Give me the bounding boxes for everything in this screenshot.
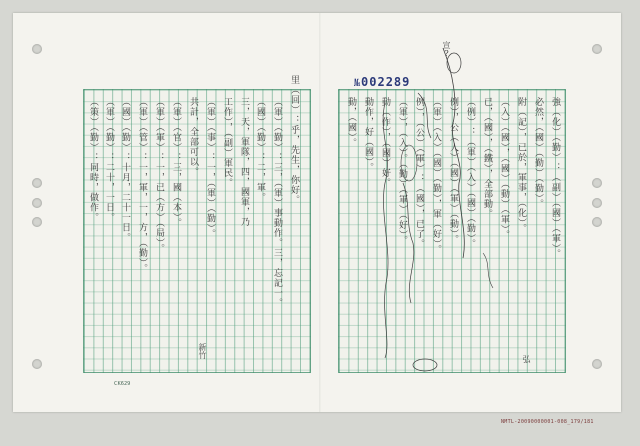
serial-stamp: [354, 75, 410, 89]
right-column-3: 附（記），已於，軍事，（化）。: [516, 97, 526, 234]
bottom-note-2: 弘: [522, 355, 531, 363]
binder-hole-right-lower: [592, 217, 602, 227]
binder-hole-right-upper: [592, 178, 602, 188]
stamp-number: 002289: [361, 75, 411, 89]
right-column-12: 動作，好（國）。: [363, 97, 373, 173]
archive-id: NMTL-20090000001-008_179/181: [501, 419, 594, 425]
left-column-11: （國）（勤）：十月，二十一日。: [120, 97, 130, 243]
left-page-mark: CK629: [114, 381, 131, 387]
right-column-4: （入）（國），（國）（動）（軍）。: [499, 97, 509, 240]
center-fold: [319, 13, 321, 412]
right-column-2: 必然，（國）（勤）（勤）。: [533, 97, 543, 209]
bottom-note-1: 新竹: [198, 343, 207, 359]
left-column-6: （軍）（事）：一，（軍）（勤）。: [205, 97, 215, 239]
binder-hole-left-lower: [32, 217, 42, 227]
left-column-5: 工作），（副）軍民。: [222, 97, 232, 188]
binder-hole-left-bottom: [32, 359, 42, 369]
stamp-prefix: №: [354, 78, 362, 89]
right-column-7: 例），公（人）（國）（軍）（動）。: [448, 97, 458, 245]
left-column-1: 里（回）：乎，先生，你好。: [289, 75, 299, 205]
left-column-12: （軍）（勤）：二十，一日。: [104, 97, 114, 223]
manuscript-sheet: [13, 13, 621, 425]
left-column-7: 共計，全部可以。: [188, 97, 198, 177]
right-column-11: 動（作），（國）好。: [380, 97, 390, 188]
binder-hole-right-mid: [592, 198, 602, 208]
left-column-3: （國）（勤）：二，軍。: [255, 97, 265, 203]
right-column-8: （軍）（入）（國）（勤），軍（好）。: [431, 97, 441, 255]
right-column-5: 已，（國），（鐵），全部動。: [482, 97, 492, 219]
left-column-13: （策）（勤）：同時，做作。: [88, 97, 98, 223]
binder-hole-left-mid: [32, 198, 42, 208]
left-column-2: （軍）（勤）：三，（軍）事動作。三，忘記一。: [272, 97, 282, 308]
binder-hole-left-top: [32, 44, 42, 54]
left-column-8: （軍）（官）：三，國（本）。: [171, 97, 181, 228]
right-column-6: （例）：（軍）（入）（國）（勤）。: [465, 97, 475, 249]
binder-hole-right-top: [592, 44, 602, 54]
right-column-1: 強（化）（勤）：（副）（國）（軍）。: [550, 97, 560, 259]
right-column-10: （軍），（入）。（勤）（軍）（好）。: [397, 97, 407, 246]
binder-hole-left-upper: [32, 178, 42, 188]
left-column-4: 三，天，軍隊，四，國軍，乃: [239, 97, 249, 227]
right-margin-note: 宣?: [442, 41, 451, 58]
left-column-10: （軍）（管）：一，軍，一，方，（勤）。: [137, 97, 147, 274]
left-column-9: （軍）（軍）：一，已（方）（局）。: [154, 97, 164, 254]
right-column-9: 例），（公）（軍）：（國），已了。: [414, 97, 424, 249]
binder-hole-right-bottom: [592, 359, 602, 369]
right-column-13: 動，（國）。: [346, 97, 356, 148]
